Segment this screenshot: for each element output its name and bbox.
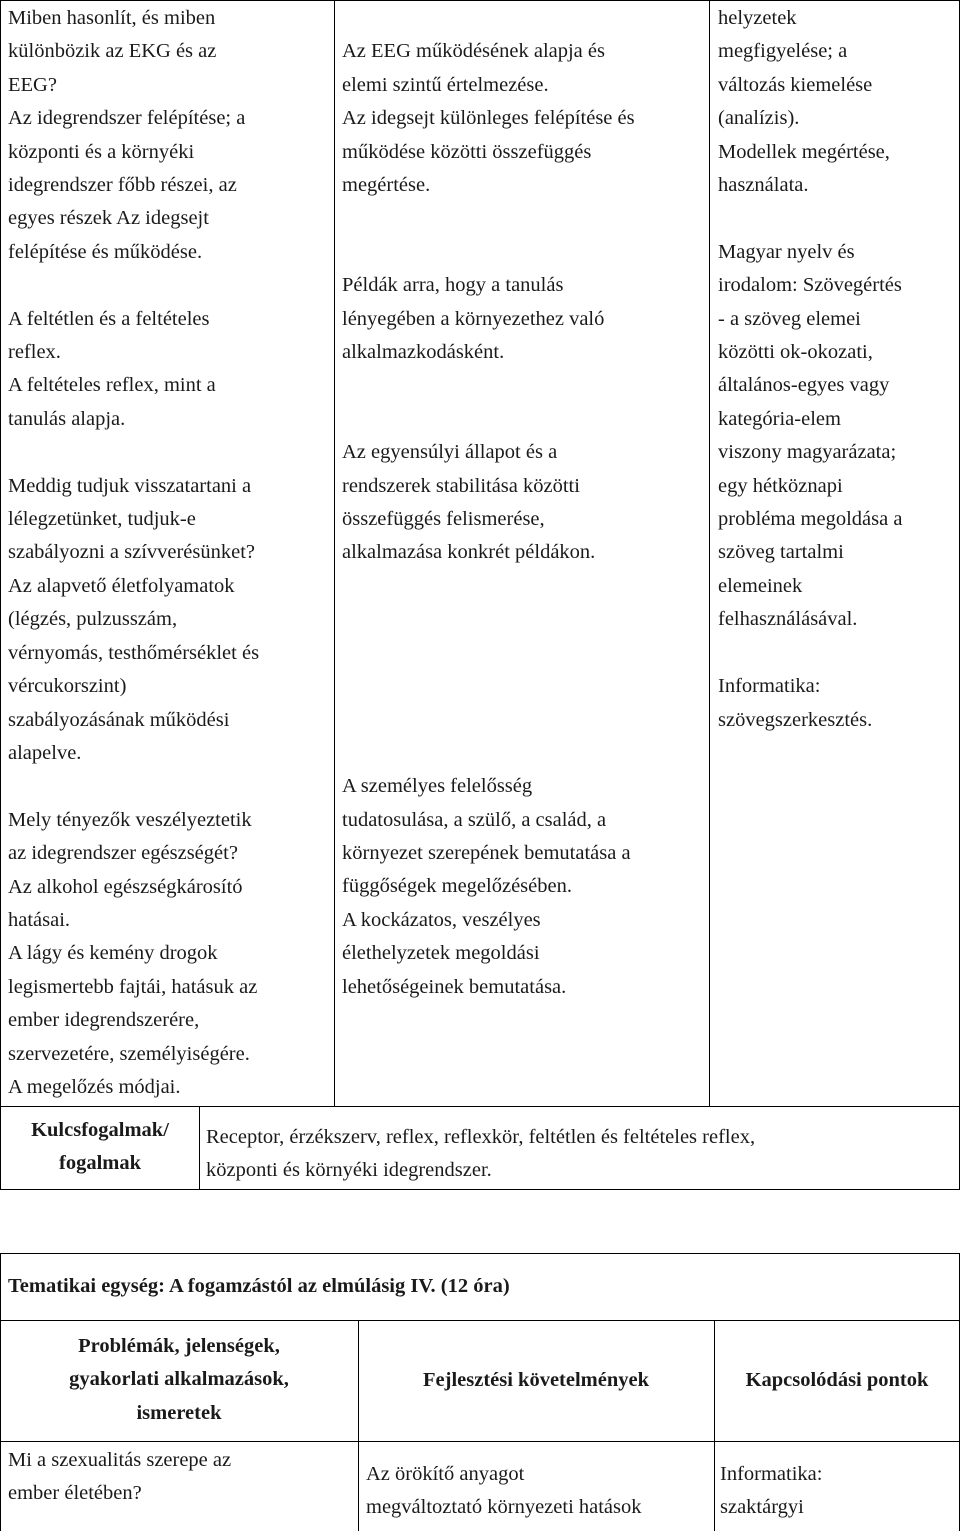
text-line [342,202,706,235]
text-line: szövegszerkesztés. [718,708,873,731]
text-line: Példák arra, hogy a tanulás [342,274,564,297]
text-line: szabályozni a szívverésünket? [8,541,256,564]
t1-border-left [0,0,1,1190]
text-line: az idegrendszer egészségét? [8,842,238,865]
text-line: rendszerek stabilitása közötti [342,474,580,497]
t2-header-divider [0,1441,960,1442]
text-line: A megelőzés módjai. [8,1075,181,1098]
text-line: egyes részek Az idegsejt [8,207,209,230]
t1-divider-col1 [334,0,335,1107]
text-line: alapelve. [8,741,82,764]
text-line [342,637,706,670]
text-line [342,236,706,269]
text-line [342,703,706,736]
text-line: alkalmazkodásként. [342,341,505,364]
text-line: különbözik az EKG és az [8,40,217,63]
t2-row1-requirements: Az örökítő anyagot megváltoztató környezeti hatások [366,1463,642,1519]
text-line [342,369,706,402]
text-line: viszony magyarázata; [718,441,897,464]
t1-border-bottom [0,1189,960,1190]
text-line: szervezetére, személyiségére. [8,1042,250,1065]
t2-header-problems: Problémák, jelenségek, gyakorlati alkalmazások, ismeretek [69,1335,289,1424]
text-line: lehetőségeinek bemutatása. [342,975,567,998]
text-line: A kockázatos, veszélyes [342,908,541,931]
text-line: szöveg tartalmi [718,541,844,564]
text-line: lényegében a környezethez való [342,307,605,330]
text-line [718,202,958,235]
text-line: Az egyensúlyi állapot és a [342,441,558,464]
text-line: kategória-elem [718,407,841,430]
text-line [718,637,958,670]
text-line: közötti ok-okozati, [718,341,873,364]
text-line: alkalmazása konkrét példákon. [342,541,596,564]
kulcsfogalmak-text: Receptor, érzékszerv, reflex, reflexkör, feltétlen és feltételes reflex, központi és környéki idegrendszer. [206,1126,756,1182]
text-line: helyzetek [718,7,797,29]
text-line: egy hétköznapi [718,474,843,497]
text-line: Az alkohol egészségkárosító [8,875,243,898]
text-line: reflex. [8,341,61,364]
text-line [342,2,706,35]
text-line: felépítése és működése. [8,240,203,263]
text-line: felhasználásával. [718,608,858,631]
text-line: hatásai. [8,908,71,931]
text-line: - a szöveg elemei [718,307,861,330]
text-line [342,403,706,436]
t2-header-requirements: Fejlesztési követelmények [423,1369,649,1391]
text-line: Modellek megértése, [718,140,890,163]
text-line: Az alapvető életfolyamatok [8,574,235,597]
text-line: Informatika: [718,675,821,698]
t2-border-left [0,1253,1,1531]
text-line: használata. [718,174,809,197]
text-line: (légzés, pulzusszám, [8,608,178,631]
text-line: Mely tényezők veszélyeztetik [8,808,252,831]
text-line: legismertebb fajtái, hatásuk az [8,975,258,998]
text-line: A feltétlen és a feltételes [8,307,210,330]
text-line [342,737,706,770]
text-line: általános-egyes vagy [718,374,890,397]
text-line: Meddig tudjuk visszatartani a [8,474,252,497]
t1-col-requirements [342,2,706,1004]
text-line: összefüggés felismerése, [342,508,545,531]
text-line: megértése. [342,174,431,197]
text-line: elemi szintű értelmezése. [342,73,549,96]
t2-row1-problems: Mi a szexualitás szerepe az ember életében? [8,1449,232,1505]
t2-title-divider [0,1320,960,1321]
t1-row-divider [0,1106,960,1107]
text-line: A személyes felelősség [342,775,533,798]
text-line: Az EEG működésének alapja és [342,40,605,63]
text-line: működése közötti összefüggés [342,140,592,163]
t2-header-connections: Kapcsolódási pontok [745,1369,929,1391]
text-line [342,670,706,703]
text-line [342,603,706,636]
text-line [8,770,330,803]
text-line: központi és a környéki [8,140,195,163]
text-line: (analízis). [718,107,800,130]
text-line: Az idegsejt különleges felépítése és [342,107,635,130]
text-line [8,269,330,302]
t2-border-top [0,1253,960,1254]
text-line: EEG? [8,73,57,96]
text-line: függőségek megelőzésében. [342,875,572,898]
text-line: A feltételes reflex, mint a [8,374,216,397]
text-line: tanulás alapja. [8,407,126,430]
text-line: megfigyelése; a [718,40,848,63]
text-line: szabályozásának működési [8,708,230,731]
text-line: A lágy és kemény drogok [8,942,218,965]
text-line: Az idegrendszer felépítése; a [8,107,246,130]
text-line: változás kiemelése [718,73,873,96]
text-line: idegrendszer főbb részei, az [8,174,237,197]
text-line: irodalom: Szövegértés [718,274,902,297]
text-line: környezet szerepének bemutatása a [342,841,631,864]
t1-col-connections [718,2,958,737]
text-line: tudatosulása, a szülő, a család, a [342,808,607,831]
text-line: elemeinek [718,574,803,597]
text-line: vércukorszint) [8,675,127,698]
t2-divider-col1 [358,1320,359,1531]
text-line: Miben hasonlít, és miben [8,7,216,29]
text-line: ember idegrendszerére, [8,1009,200,1032]
t1-col-problems [8,2,330,1104]
kulcsfogalmak-label: Kulcsfogalmak/ fogalmak [31,1119,169,1175]
text-line: vérnyomás, testhőmérséklet és [8,641,260,664]
text-line: Magyar nyelv és [718,240,855,263]
t1-divider-col2 [709,0,710,1107]
t2-row1-connections: Informatika: szaktárgyi [720,1463,823,1519]
text-line [342,570,706,603]
text-line: lélegzetünket, tudjuk-e [8,508,196,531]
text-line: probléma megoldása a [718,508,903,531]
t1-kulcs-divider [199,1106,200,1190]
text-line [8,436,330,469]
text-line: élethelyzetek megoldási [342,942,540,965]
t2-title: Tematikai egység: A fogamzástól az elmúlásig IV. (12 óra) [8,1275,510,1297]
t1-border-top [0,0,960,1]
t2-divider-col2 [714,1320,715,1531]
